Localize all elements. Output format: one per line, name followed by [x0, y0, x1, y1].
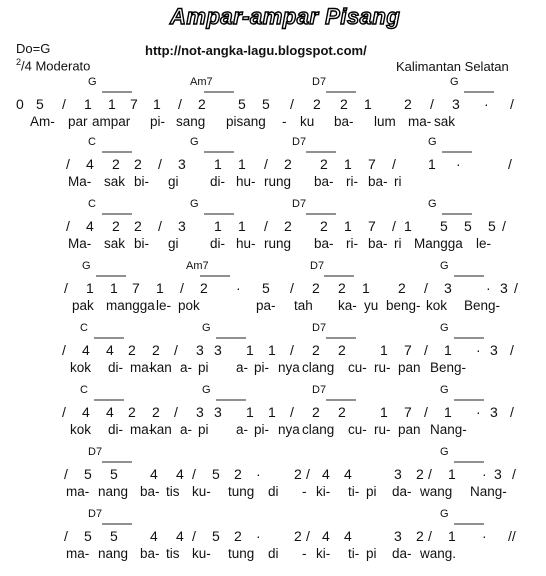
lyric-syllable: ba-	[314, 174, 334, 189]
lyric-syllable: hu-	[236, 174, 256, 189]
lyric-syllable: Am-	[30, 114, 55, 129]
barline: /	[306, 528, 310, 544]
barline: /	[66, 218, 70, 234]
barline: /	[174, 342, 178, 358]
barline: /	[264, 156, 268, 172]
lyric-syllable: sak	[434, 114, 456, 129]
note-number: 7	[368, 218, 376, 234]
barline: /	[264, 218, 268, 234]
lyric-syllable: di-	[108, 360, 124, 375]
note-number: 2	[112, 156, 120, 172]
note-number: 4	[86, 218, 94, 234]
note-number: 2	[112, 218, 120, 234]
barline: /	[424, 280, 428, 296]
note-number: 4	[106, 404, 114, 420]
barline: /	[428, 466, 432, 482]
note-number: 3	[444, 280, 452, 296]
note-number: 3	[394, 528, 402, 544]
note-number: 1	[214, 218, 222, 234]
barline: /	[290, 342, 294, 358]
note-number: 3	[178, 156, 186, 172]
note-number: 4	[150, 466, 158, 482]
barline: /	[508, 156, 512, 172]
lyric-syllable: ki-	[316, 484, 331, 499]
note-number: 2	[134, 156, 142, 172]
barline: /	[64, 466, 68, 482]
note-number: 1	[344, 218, 352, 234]
chord-symbol: G	[190, 136, 199, 148]
chord-symbol: D7	[88, 508, 103, 520]
note-number: 2	[312, 404, 320, 420]
note-number: 4	[176, 466, 184, 482]
note-number: 2	[313, 96, 321, 112]
lyric-syllable: a-	[236, 360, 249, 375]
chord-symbol: Am7	[190, 76, 213, 88]
note-number: 5	[440, 218, 448, 234]
lyric-syllable: ti-	[348, 484, 360, 499]
barline: /	[290, 96, 294, 112]
note-number: 2	[398, 280, 406, 296]
lyric-syllable: di	[268, 484, 279, 499]
lyric-syllable: hu-	[236, 236, 256, 251]
chord-symbol: G	[202, 384, 211, 396]
note-number: ·	[256, 528, 261, 544]
lyric-syllable: -	[282, 114, 287, 129]
time-numerator: 2	[16, 57, 22, 67]
barline: /	[428, 528, 432, 544]
lyric-syllable: le-	[156, 298, 172, 313]
note-number: 4	[86, 156, 94, 172]
lyric-syllable: mangga	[106, 298, 155, 313]
note-number: 4	[322, 466, 330, 482]
lyric-syllable: ba-	[140, 546, 160, 561]
lyric-syllable: sang	[176, 114, 206, 129]
chord-symbol: G	[440, 446, 449, 458]
note-number: 1	[380, 342, 388, 358]
lyric-syllable: rung	[264, 174, 292, 189]
note-number: 4	[82, 404, 90, 420]
lyric-syllable: pi-	[254, 360, 270, 375]
tempo-marking: /4 Moderato	[21, 58, 91, 74]
lyric-syllable: ma-	[130, 422, 154, 437]
lyric-syllable: ku	[300, 114, 315, 129]
note-number: 3	[490, 404, 498, 420]
note-number: 5	[36, 96, 44, 112]
lyric-syllable: nang	[98, 546, 129, 561]
chord-symbol: G	[190, 198, 199, 210]
barline: /	[174, 404, 178, 420]
chord-symbol: G	[440, 508, 449, 520]
lyric-syllable: pi	[366, 484, 377, 499]
note-number: 4	[150, 528, 158, 544]
lyric-syllable: clang	[302, 422, 335, 437]
chord-symbol: G	[428, 198, 437, 210]
note-number: 5	[110, 528, 118, 544]
lyric-syllable: ka-	[338, 298, 357, 313]
lyric-syllable: ku-	[192, 484, 211, 499]
note-number: 3	[500, 280, 508, 296]
lyric-syllable: pak	[72, 298, 94, 313]
note-number: 7	[404, 404, 412, 420]
chord-symbol: G	[440, 322, 449, 334]
note-number: 1	[268, 404, 276, 420]
barline: /	[192, 528, 196, 544]
lyric-syllable: ba-	[334, 114, 354, 129]
note-number: 4	[322, 528, 330, 544]
lyric-syllable: ti-	[348, 546, 360, 561]
note-number: 2	[128, 404, 136, 420]
note-number: 2	[404, 96, 412, 112]
lyric-syllable: ma-	[66, 484, 90, 499]
lyric-syllable: ma-	[66, 546, 90, 561]
note-number: 5	[84, 466, 92, 482]
lyric-syllable: ampar	[92, 114, 131, 129]
chord-symbol: D7	[292, 198, 307, 210]
barline: /	[180, 280, 184, 296]
barline: /	[178, 96, 182, 112]
note-number: ·	[476, 342, 481, 358]
note-number: 1	[448, 466, 456, 482]
note-number: 3	[394, 466, 402, 482]
note-number: 1	[238, 218, 246, 234]
barline: /	[290, 280, 294, 296]
chord-symbol: G	[440, 384, 449, 396]
chord-symbol: D7	[312, 322, 327, 334]
note-number: 1	[108, 96, 116, 112]
note-number: ·	[484, 96, 489, 112]
note-number: 2	[234, 466, 242, 482]
note-number: 3	[490, 342, 498, 358]
lyric-syllable: tung	[228, 484, 255, 499]
barline: /	[158, 218, 162, 234]
lyric-syllable: ma-	[130, 360, 154, 375]
note-number: 2	[200, 280, 208, 296]
lyric-syllable: pisang	[226, 114, 266, 129]
chord-symbol: Am7	[186, 260, 209, 272]
barline: /	[62, 342, 66, 358]
note-number: 3	[494, 466, 502, 482]
note-number: ·	[456, 156, 461, 172]
note-number: 1	[404, 218, 412, 234]
lyric-syllable: ri-	[346, 174, 358, 189]
note-number: 1	[380, 404, 388, 420]
lyric-syllable: di-	[210, 174, 226, 189]
lyric-syllable: pi-	[254, 422, 270, 437]
lyric-syllable: tis	[166, 484, 180, 499]
note-number: 4	[344, 528, 352, 544]
note-number: 2	[294, 466, 302, 482]
note-number: ·	[236, 280, 241, 296]
lyric-syllable: lum	[374, 114, 396, 129]
note-number: 1	[86, 280, 94, 296]
lyric-syllable: beng-	[386, 298, 421, 313]
note-number: 2	[128, 342, 136, 358]
barline: /	[510, 342, 514, 358]
lyric-syllable: clang	[302, 360, 335, 375]
lyric-syllable: ru-	[374, 360, 391, 375]
lyric-syllable: da-	[392, 546, 412, 561]
song-title: Ampar-ampar Pisang	[170, 4, 401, 29]
note-number: 4	[82, 342, 90, 358]
note-number: 1	[362, 280, 370, 296]
note-number: 1	[364, 96, 372, 112]
chord-symbol: G	[202, 322, 211, 334]
lyric-syllable: di-	[108, 422, 124, 437]
barline: /	[158, 156, 162, 172]
note-number: 1	[153, 96, 161, 112]
barline: /	[514, 280, 518, 296]
chord-symbol: G	[440, 260, 449, 272]
note-number: 2	[284, 218, 292, 234]
chord-symbol: C	[88, 198, 96, 210]
lyric-syllable: a-	[236, 422, 249, 437]
chord-symbol: G	[428, 136, 437, 148]
chord-symbol: C	[80, 384, 88, 396]
note-number: 1	[246, 404, 254, 420]
note-number: 1	[110, 280, 118, 296]
barline: /	[510, 404, 514, 420]
note-number: 7	[404, 342, 412, 358]
note-number: 4	[344, 466, 352, 482]
note-number: ·	[256, 466, 261, 482]
chord-symbol: C	[80, 322, 88, 334]
lyric-syllable: gi	[168, 174, 179, 189]
barline: /	[192, 466, 196, 482]
barline: /	[306, 466, 310, 482]
lyric-syllable: pi	[366, 546, 377, 561]
lyric-syllable: -	[302, 546, 307, 561]
lyric-syllable: ba-	[368, 174, 388, 189]
note-number: 1	[238, 156, 246, 172]
time-signature	[16, 58, 90, 72]
lyric-syllable: pa-	[256, 298, 276, 313]
chord-symbol: D7	[310, 260, 325, 272]
lyric-syllable: bi-	[134, 174, 150, 189]
note-number: ·	[476, 404, 481, 420]
lyric-syllable: ma-	[408, 114, 432, 129]
lyric-syllable: par	[68, 114, 88, 129]
note-number: 7	[368, 156, 376, 172]
note-number: 1	[444, 404, 452, 420]
chord-symbol: C	[88, 136, 96, 148]
lyric-syllable: ri-	[346, 236, 358, 251]
note-number: 2	[320, 156, 328, 172]
lyric-syllable: pan	[398, 360, 421, 375]
note-number: 3	[196, 342, 204, 358]
note-number: ·	[486, 280, 491, 296]
lyric-syllable: cu-	[348, 360, 367, 375]
barline: /	[62, 404, 66, 420]
note-number: 7	[130, 96, 138, 112]
lyric-syllable: Nang-	[470, 484, 507, 499]
lyric-syllable: -	[302, 484, 307, 499]
lyric-syllable: pi-	[150, 114, 166, 129]
note-number: 5	[262, 96, 270, 112]
lyric-syllable: Ma-	[68, 174, 92, 189]
note-number: 5	[212, 466, 220, 482]
lyric-syllable: Ma-	[68, 236, 92, 251]
note-number: 1	[448, 528, 456, 544]
chord-symbol: G	[88, 76, 97, 88]
lyric-syllable: wang.	[420, 546, 457, 561]
lyric-syllable: nya	[278, 422, 300, 437]
lyric-syllable: sak	[104, 236, 126, 251]
song-origin: Kalimantan Selatan	[396, 59, 509, 74]
barline: /	[424, 342, 428, 358]
note-number: 2	[294, 528, 302, 544]
note-number: 2	[152, 404, 160, 420]
barline: /	[392, 218, 396, 234]
note-number: 2	[338, 342, 346, 358]
note-number: 2	[198, 96, 206, 112]
source-url[interactable]: http://not-angka-lagu.blogspot.com/	[145, 43, 367, 58]
lyric-syllable: pan	[398, 422, 421, 437]
lyric-syllable: a-	[180, 360, 193, 375]
barline: /	[510, 96, 514, 112]
lyric-syllable: ba-	[140, 484, 160, 499]
lyric-syllable: kok	[70, 360, 92, 375]
chord-symbol: G	[450, 76, 459, 88]
note-number: 2	[312, 280, 320, 296]
note-number: 5	[238, 96, 246, 112]
lyric-syllable: a-	[180, 422, 193, 437]
lyric-syllable: ki-	[316, 546, 331, 561]
barline: /	[512, 466, 516, 482]
note-number: 2	[416, 528, 424, 544]
lyric-syllable: sak	[104, 174, 126, 189]
note-number: 4	[106, 342, 114, 358]
barline: /	[62, 96, 66, 112]
note-number: 2	[134, 218, 142, 234]
lyric-syllable: tis	[166, 546, 180, 561]
chord-symbol: G	[82, 260, 91, 272]
lyric-syllable: pok	[178, 298, 200, 313]
note-number: 1	[214, 156, 222, 172]
note-number: 3	[452, 96, 460, 112]
lyric-syllable: nya	[278, 360, 300, 375]
note-number: 1	[344, 156, 352, 172]
lyric-syllable: rung	[264, 236, 292, 251]
note-number: 2	[338, 280, 346, 296]
lyric-syllable: Mangga	[414, 236, 463, 251]
note-number: 2	[234, 528, 242, 544]
lyric-syllable: tung	[228, 546, 255, 561]
lyric-syllable: gi	[168, 236, 179, 251]
lyric-syllable: da-	[392, 484, 412, 499]
note-number: 2	[340, 96, 348, 112]
lyric-syllable: kan	[150, 422, 172, 437]
lyric-syllable: yu	[364, 298, 379, 313]
lyric-syllable: kan	[150, 360, 172, 375]
note-number: 5	[464, 218, 472, 234]
note-number: 2	[284, 156, 292, 172]
note-number: 3	[178, 218, 186, 234]
note-number: 3	[214, 404, 222, 420]
note-number: 1	[84, 96, 92, 112]
lyric-syllable: di-	[210, 236, 226, 251]
chord-symbol: D7	[312, 384, 327, 396]
barline: /	[64, 528, 68, 544]
barline: /	[502, 218, 506, 234]
lyric-syllable: wang	[420, 484, 453, 499]
chord-symbol: D7	[312, 76, 327, 88]
lyric-syllable: ku-	[192, 546, 211, 561]
lyric-syllable: pi	[198, 360, 209, 375]
lyric-syllable: Nang-	[430, 422, 467, 437]
barline: /	[64, 280, 68, 296]
note-number: ·	[482, 528, 487, 544]
lyric-syllable: ba-	[314, 236, 334, 251]
note-number: 1	[156, 280, 164, 296]
lyric-syllable: bi-	[134, 236, 150, 251]
barline: //	[508, 528, 516, 544]
note-number: 5	[110, 466, 118, 482]
chord-symbol: D7	[88, 446, 103, 458]
barline: /	[66, 156, 70, 172]
note-number: 5	[212, 528, 220, 544]
note-number: 1	[444, 342, 452, 358]
lyric-syllable: tah	[294, 298, 313, 313]
lyric-syllable: le-	[476, 236, 492, 251]
barline: /	[430, 96, 434, 112]
note-number: 2	[338, 404, 346, 420]
lyric-syllable: nang	[98, 484, 129, 499]
note-number: 5	[262, 280, 270, 296]
chord-symbol: D7	[292, 136, 307, 148]
key-signature: Do=G	[16, 41, 51, 56]
note-number: 5	[84, 528, 92, 544]
note-number: ·	[482, 466, 487, 482]
lyric-syllable: ba-	[368, 236, 388, 251]
note-number: 2	[152, 342, 160, 358]
lyric-syllable: ru-	[374, 422, 391, 437]
note-number: 2	[416, 466, 424, 482]
barline: /	[392, 156, 396, 172]
lyric-syllable: Beng-	[430, 360, 467, 375]
note-number: 5	[488, 218, 496, 234]
barline: /	[424, 404, 428, 420]
lyric-syllable: kok	[70, 422, 92, 437]
note-number: 0	[16, 96, 24, 112]
note-number: 3	[196, 404, 204, 420]
lyric-syllable: pi	[198, 422, 209, 437]
lyric-syllable: ri	[394, 236, 402, 251]
note-number: 7	[132, 280, 140, 296]
barline: /	[290, 404, 294, 420]
lyric-syllable: ri	[394, 174, 402, 189]
note-number: 4	[176, 528, 184, 544]
note-number: 1	[268, 342, 276, 358]
note-number: 2	[320, 218, 328, 234]
note-number: 1	[246, 342, 254, 358]
lyric-syllable: Beng-	[464, 298, 501, 313]
lyric-syllable: di	[268, 546, 279, 561]
lyric-syllable: kok	[426, 298, 448, 313]
note-number: 2	[312, 342, 320, 358]
note-number: 1	[428, 156, 436, 172]
lyric-syllable: cu-	[348, 422, 367, 437]
note-number: 3	[214, 342, 222, 358]
